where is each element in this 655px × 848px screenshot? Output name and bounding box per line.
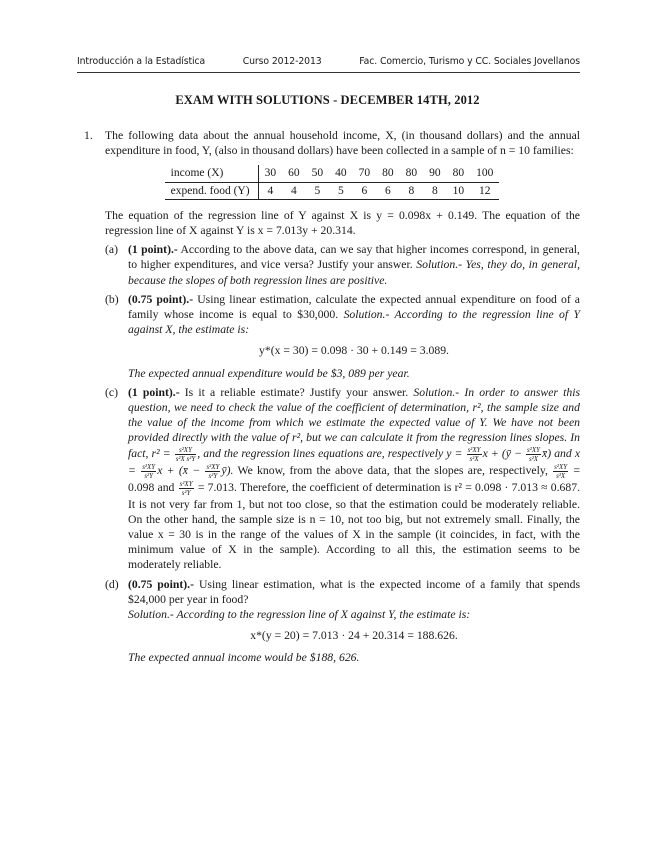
part-c-text-2: = 0.098 and (128, 463, 581, 494)
table-row-income (165, 165, 500, 182)
part-d-tag: (d) (105, 577, 119, 591)
part-c-points: (1 point).- (128, 385, 180, 399)
table-cell: 8 (400, 182, 424, 199)
part-b-conclusion: The expected annual expenditure would be $3, 089 per year. (128, 366, 410, 380)
fraction-slope-value-xy: $\frac{\text{s²XY}}{\text{s²Y}}$ (179, 479, 193, 497)
part-c-solution-3: x + (ȳ − (482, 446, 522, 460)
part-b-tag: (b) (105, 292, 119, 306)
problem-number: 1. (84, 129, 93, 142)
part-b-equation: y*(x = 30) = 0.098 · 30 + 0.149 = 3.089. (259, 344, 449, 358)
fraction-r2: $\frac{\text{s²XY}}{\text{s²X s²Y}}$ (175, 445, 196, 463)
part-a-points: (1 point).- (128, 243, 178, 257)
table-cell: 5 (306, 182, 330, 199)
table-cell: 100 (470, 165, 499, 182)
exam-content (84, 128, 580, 666)
part-a (84, 242, 580, 288)
page-header (77, 56, 580, 67)
part-c-solution-6: ȳ). (221, 463, 234, 477)
header-rule (77, 72, 580, 73)
part-c-tag: (c) (105, 385, 118, 399)
regression-lines-text: The equation of the regression line of Y against X is y = 0.098x + 0.149. The equation of the regression line of X against Y is x = 7.013y + 20.314. (105, 208, 580, 238)
part-c-solution-1: Solution.- In order to answer this question, we need to check the value of the coefficient of determination, r², the sample size and the value of the income from which we estimate the expected value of Y. We have not been provided directly with the value of r², but we can calculate it from the regression lines slopes. In fact, r² = (128, 385, 581, 460)
part-c (84, 385, 580, 573)
table-cell: 40 (329, 165, 353, 182)
part-d-conclusion: The expected annual income would be $188, 626. (128, 651, 360, 665)
table-cell: 8 (423, 182, 447, 199)
table-cell: 6 (353, 182, 377, 199)
part-d-solution: Solution.- According to the regression line of X against Y, the estimate is: (128, 608, 471, 622)
table-cell: 90 (423, 165, 447, 182)
exam-title: EXAM WITH SOLUTIONS - DECEMBER 14TH, 2012 (175, 93, 480, 107)
fraction-slope-value-yx: $\frac{\text{s²XY}}{\text{s²X}}$ (554, 462, 568, 480)
part-d-question: Using linear estimation, what is the expected income of a family that spends $24,000 per year in food? (128, 577, 580, 606)
part-c-text-1: We know, from the above data, that the slopes are, respectively, (237, 463, 548, 477)
fraction-slope-yx-2: $\frac{\text{s²XY}}{\text{s²X}}$ (527, 445, 541, 463)
table-cell: 30 (258, 165, 282, 182)
table-cell: 4 (282, 182, 306, 199)
table-row-label: income (X) (165, 165, 258, 182)
fraction-slope-yx: $\frac{\text{s²XY}}{\text{s²X}}$ (467, 445, 481, 463)
part-a-tag: (a) (105, 243, 118, 257)
table-cell: 70 (353, 165, 377, 182)
table-cell: 5 (329, 182, 353, 199)
table-cell: 60 (282, 165, 306, 182)
part-b-solution: Solution.- According to the regression line of Y against X, the estimate is: (128, 308, 581, 337)
part-c-solution-2: , and the regression lines equations are, respectively y = (197, 446, 463, 460)
table-cell: 4 (258, 182, 282, 199)
table-row-expenditure (165, 182, 500, 199)
table-cell: 10 (447, 182, 471, 199)
part-b-points: (0.75 point).- (128, 292, 194, 306)
part-d-points: (0.75 point).- (128, 577, 194, 591)
problem-1 (84, 128, 580, 158)
part-c-solution-5: x + (x̄ − (157, 463, 201, 477)
part-d (84, 577, 580, 666)
part-a-solution: Solution.- Yes, they do, in general, because the slopes of both regression lines are positive. (128, 258, 580, 287)
part-d-equation: x*(y = 20) = 7.013 · 24 + 20.314 = 188.626. (250, 629, 458, 643)
table-cell: 80 (400, 165, 424, 182)
table-cell: 80 (376, 165, 400, 182)
problem-intro: The following data about the annual household income, X, (in thousand dollars) and the annual expenditure in food, Y, (also in thousand dollars) have been collected in a sample of n = 10 families: (105, 129, 580, 158)
header-year: Curso 2012-2013 (242, 56, 322, 67)
part-c-text-3: = 7.013. Therefore, the coefficient of determination is r² = 0.098 · 7.013 ≈ 0.687. It is not very far from 1, but not too close, so that the estimation could be moderately reliable. On the other hand, the sample size is n = 10, not too big, but not extremely small. Finally, the value x = 30 is in the range of the values of X in the sample (it coincides, in fact, with the minimum value of X in the sample). According to all this, the estimation seems to be moderately reliable. (128, 480, 581, 572)
part-b (84, 292, 580, 381)
part-a-question: According to the above data, can we say that higher incomes correspond, in general, to higher expenditures, and vice versa? Justify your answer. (128, 243, 580, 272)
table-row-label: expend. food (Y) (165, 182, 258, 199)
table-cell: 12 (470, 182, 499, 199)
data-table (165, 165, 500, 199)
part-b-question: Using linear estimation, calculate the expected annual expenditure on food of a family whose income is equal to $30,000. (128, 292, 580, 322)
header-faculty: Fac. Comercio, Turismo y CC. Sociales Jovellanos (359, 56, 580, 67)
header-course: Introducción a la Estadística (77, 56, 206, 67)
fraction-slope-xy: $\frac{\text{s²XY}}{\text{s²Y}}$ (142, 462, 156, 480)
fraction-slope-xy-2: $\frac{\text{s²XY}}{\text{s²Y}}$ (206, 462, 220, 480)
table-cell: 80 (447, 165, 471, 182)
part-c-solution-4: x̄) and x = (128, 446, 581, 477)
table-cell: 50 (306, 165, 330, 182)
part-c-question: Is it a reliable estimate? Justify your answer. (184, 385, 409, 399)
table-cell: 6 (376, 182, 400, 199)
